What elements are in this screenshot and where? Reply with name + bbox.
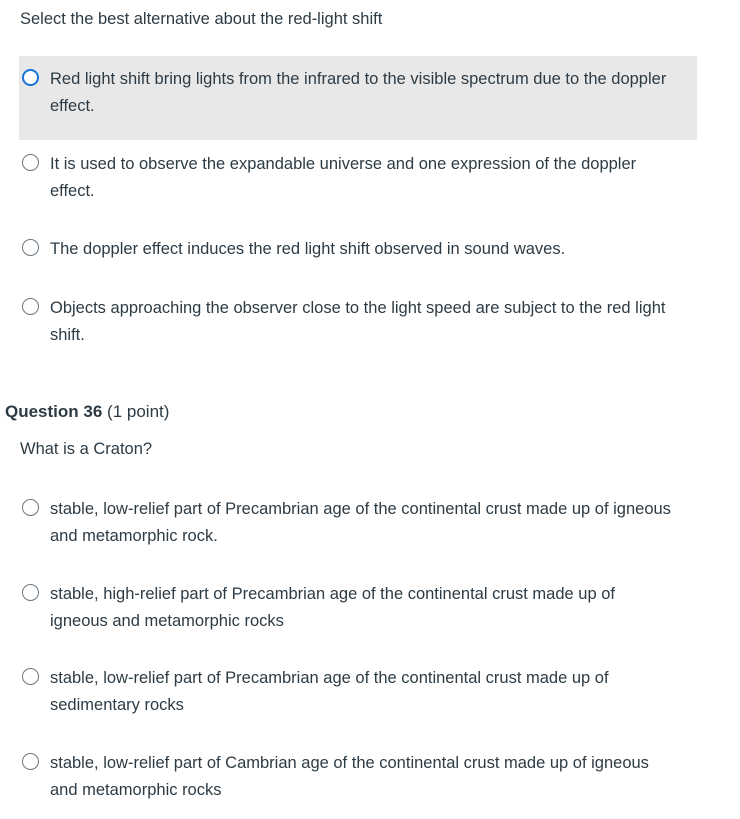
answer-option-label: Objects approaching the observer close to the light speed are subject to the red light shift.	[50, 299, 666, 344]
question-35-prompt: Select the best alternative about the red-light shift	[20, 10, 383, 28]
answer-option-3[interactable]	[19, 655, 697, 729]
radio-button[interactable]	[22, 753, 39, 770]
answer-option-label: Red light shift bring lights from the infrared to the visible spectrum due to the doppler effect.	[50, 70, 667, 115]
answer-option-1[interactable]	[19, 486, 697, 560]
answer-option-2[interactable]	[19, 141, 697, 215]
answer-option-1[interactable]	[19, 56, 697, 140]
radio-button[interactable]	[22, 239, 39, 256]
answer-option-4[interactable]	[19, 740, 697, 814]
radio-button[interactable]	[22, 69, 39, 86]
radio-button[interactable]	[22, 499, 39, 516]
question-36-header	[5, 401, 169, 423]
question-points: (1 point)	[107, 402, 170, 421]
answer-option-label: stable, low-relief part of Precambrian age of the continental crust made up of sedimentary rocks	[50, 669, 609, 714]
answer-option-label: It is used to observe the expandable universe and one expression of the doppler effect.	[50, 155, 637, 200]
answer-option-4[interactable]	[19, 285, 697, 359]
question-title: Question 36	[5, 402, 103, 421]
answer-option-3[interactable]	[19, 226, 697, 273]
answer-option-2[interactable]	[19, 571, 697, 645]
answer-option-label: The doppler effect induces the red light shift observed in sound waves.	[50, 240, 566, 258]
answer-option-label: stable, high-relief part of Precambrian age of the continental crust made up of igneous and metamorphic rocks	[50, 585, 615, 630]
radio-button[interactable]	[22, 668, 39, 685]
radio-button[interactable]	[22, 298, 39, 315]
answer-option-label: stable, low-relief part of Cambrian age of the continental crust made up of igneous and metamorphic rocks	[50, 754, 649, 799]
question-36-prompt: What is a Craton?	[20, 440, 153, 458]
answer-option-label: stable, low-relief part of Precambrian age of the continental crust made up of igneous and metamorphic rock.	[50, 500, 671, 545]
radio-button[interactable]	[22, 154, 39, 171]
radio-button[interactable]	[22, 584, 39, 601]
